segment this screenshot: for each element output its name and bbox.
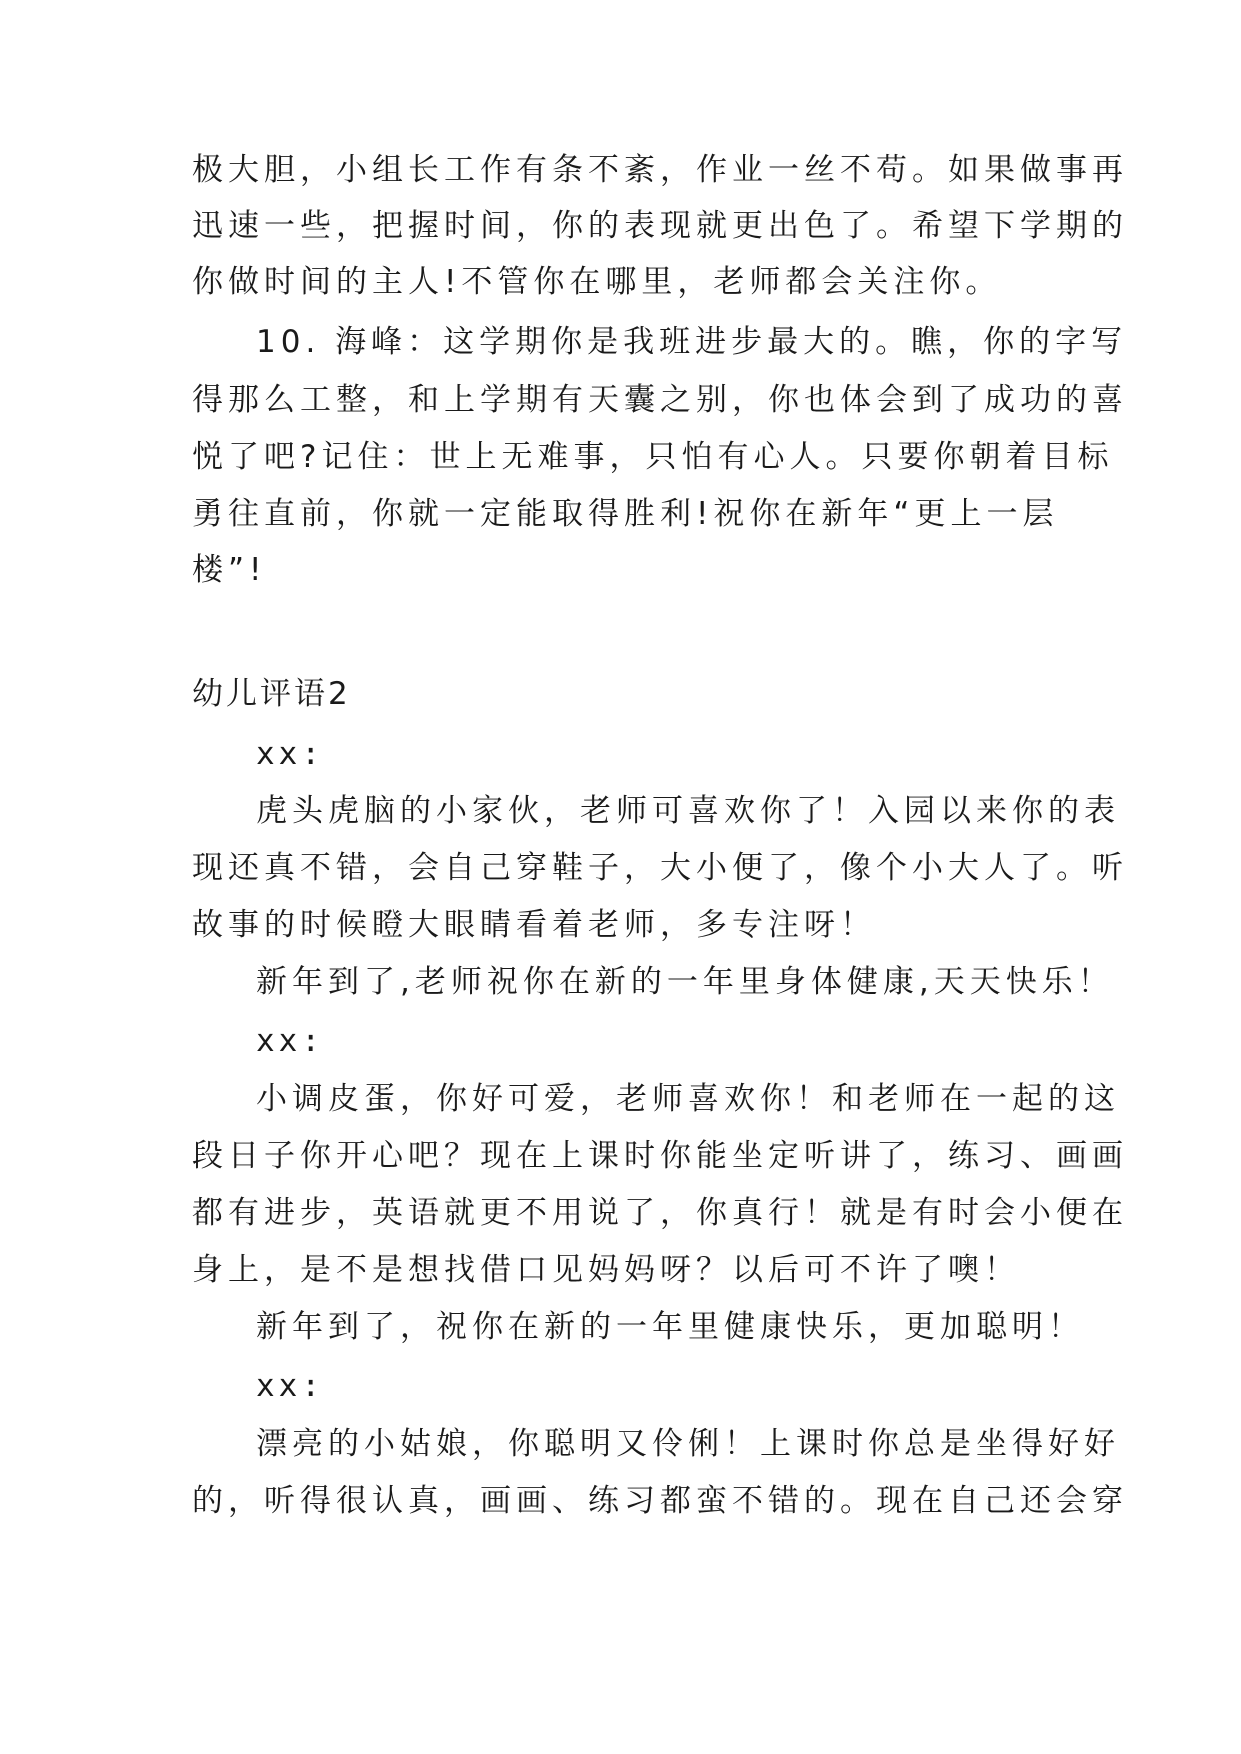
comment-line: 虎头虎脑的小家伙，老师可喜欢你了！入园以来你的表	[256, 793, 1120, 829]
paragraph-line: 你做时间的主人!不管你在哪里，老师都会关注你。	[192, 264, 1002, 300]
comment-wish: 新年到了，祝你在新的一年里健康快乐，更加聪明！	[256, 1309, 1084, 1345]
comment-line: 漂亮的小姑娘，你聪明又伶俐！上课时你总是坐得好好	[256, 1426, 1120, 1462]
comment-line: 的，听得很认真，画画、练习都蛮不错的。现在自己还会穿	[192, 1483, 1128, 1519]
section-title: 幼儿评语2	[192, 676, 351, 712]
comment-line: 段日子你开心吧？现在上课时你能坐定听讲了，练习、画画	[192, 1138, 1128, 1174]
paragraph-line: 悦了吧?记住：世上无难事，只怕有心人。只要你朝着目标	[192, 439, 1114, 475]
comment-line: 身上，是不是想找借口见妈妈呀？以后可不许了噢！	[192, 1252, 1020, 1288]
comment-line: 小调皮蛋，你好可爱，老师喜欢你！和老师在一起的这	[256, 1081, 1120, 1117]
comment-line: 故事的时候瞪大眼睛看着老师，多专注呀！	[192, 907, 876, 943]
paragraph-line: 得那么工整，和上学期有天囊之别，你也体会到了成功的喜	[192, 382, 1128, 418]
paragraph-line: 极大胆，小组长工作有条不紊，作业一丝不苟。如果做事再	[192, 152, 1128, 188]
comment-wish: 新年到了,老师祝你在新的一年里身体健康,天天快乐！	[256, 964, 1114, 1000]
paragraph-line: 10. 海峰：这学期你是我班进步最大的。瞧，你的字写	[256, 324, 1128, 360]
comment-line: 现还真不错，会自己穿鞋子，大小便了，像个小大人了。听	[192, 850, 1128, 886]
comment-salutation: xx:	[256, 1023, 324, 1059]
comment-salutation: xx:	[256, 1368, 324, 1404]
comment-salutation: xx:	[256, 736, 324, 772]
comment-line: 都有进步，英语就更不用说了，你真行！就是有时会小便在	[192, 1195, 1128, 1231]
paragraph-line: 楼”!	[192, 552, 267, 588]
paragraph-line: 迅速一些，把握时间，你的表现就更出色了。希望下学期的	[192, 208, 1128, 244]
paragraph-line: 勇往直前，你就一定能取得胜利!祝你在新年“更上一层	[192, 496, 1059, 532]
